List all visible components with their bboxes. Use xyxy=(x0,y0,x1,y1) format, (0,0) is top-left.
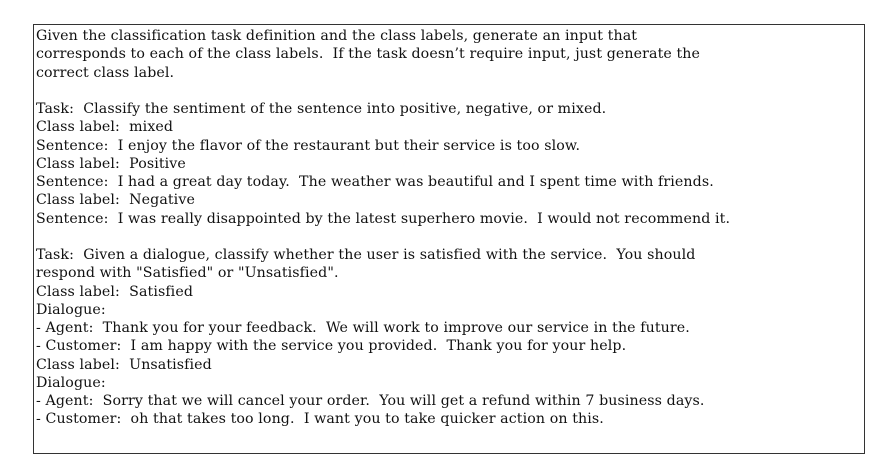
agent-line: - Agent: Thank you for your feedback. We will work to improve our service in the future. xyxy=(36,320,690,336)
spacer xyxy=(36,82,862,100)
task-line: Task: Given a dialogue, classify whether the user is satisfied with the service. You should xyxy=(36,247,696,263)
class-label-line: Class label: Satisfied xyxy=(36,283,193,300)
class-label-line: Class label: Positive xyxy=(36,155,186,172)
intro-line: correct class label. xyxy=(36,64,175,81)
customer-line: - Customer: oh that takes too long. I want you to take quicker action on this. xyxy=(36,411,604,428)
class-label-line: Class label: Negative xyxy=(36,192,195,209)
agent-line: - Agent: Sorry that we will cancel your order. You will get a refund within 7 business days. xyxy=(36,393,705,409)
class-label-line: Class label: Unsatisfied xyxy=(36,356,212,373)
dialogue-line: Dialogue: xyxy=(36,374,106,391)
customer-line: - Customer: I am happy with the service you provided. Thank you for your help. xyxy=(36,338,627,355)
spacer xyxy=(36,228,862,246)
sentence-line: Sentence: I had a great day today. The weather was beautiful and I spent time with friends. xyxy=(36,174,714,190)
sentence-line: Sentence: I enjoy the flavor of the restaurant but their service is too slow. xyxy=(36,137,581,154)
intro-line: corresponds to each of the class labels. If the task doesn’t require input, just generate the xyxy=(36,46,701,63)
class-label-line: Class label: mixed xyxy=(36,119,174,136)
sentence-line: Sentence: I was really disappointed by the latest superhero movie. I would not recommend it. xyxy=(36,210,731,227)
prompt-box xyxy=(33,24,865,454)
prompt-text xyxy=(36,27,862,429)
task-line: Task: Classify the sentiment of the sentence into positive, negative, or mixed. xyxy=(36,101,607,117)
task-line: respond with "Satisfied" or "Unsatisfied". xyxy=(36,265,339,282)
dialogue-line: Dialogue: xyxy=(36,301,106,318)
intro-line: Given the classification task definition and the class labels, generate an input that xyxy=(36,28,638,44)
